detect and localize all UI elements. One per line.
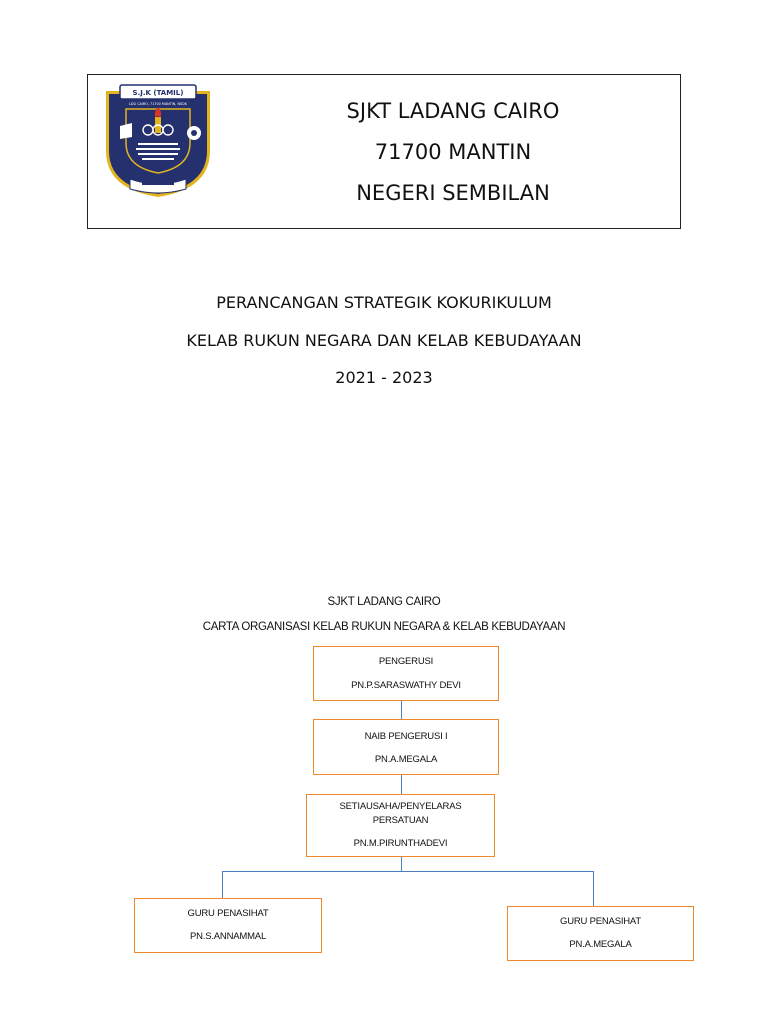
plan-title-line2: KELAB RUKUN NEGARA DAN KELAB KEBUDAYAAN	[186, 330, 582, 350]
advisor-right-role: GURU PENASIHAT	[560, 916, 641, 927]
org-box-chairman	[313, 646, 499, 701]
advisor-left-name: PN.S.ANNAMMAL	[189, 931, 267, 942]
secretary-role-line1: SETIAUSAHA/PENYELARAS	[339, 801, 462, 812]
plan-titles	[0, 284, 768, 397]
connector-chair-vice	[401, 700, 402, 720]
secretary-name: PN.M.PIRUNTHADEVI	[353, 838, 448, 849]
school-logo	[98, 81, 218, 199]
logo-banner-text: S.J.K (TAMIL)	[132, 89, 184, 97]
advisor-left-role: GURU PENASIHAT	[187, 908, 269, 919]
chairman-role: PENGERUSI	[378, 656, 434, 667]
school-address	[308, 91, 598, 214]
plan-title-line1: PERANCANGAN STRATEGIK KOKURIKULUM	[216, 293, 552, 312]
chairman-name: PN.P.SARASWATHY DEVI	[351, 680, 461, 691]
org-box-advisor-left	[134, 898, 322, 953]
vice-chairman-name: PN.A.MEGALA	[374, 754, 438, 765]
logo-caption: LDG CAIRO, 71700 MANTIN, NSDK	[128, 102, 188, 106]
plan-period: 2021 - 2023	[335, 368, 433, 387]
org-box-vice-chairman	[313, 719, 499, 775]
vice-chairman-role: NAIB PENGERUSI I	[364, 731, 448, 742]
header-box	[87, 74, 681, 229]
postcode-town: 71700 MANTIN	[374, 140, 532, 164]
connector-vice-secretary	[401, 774, 402, 795]
secretary-role-line2: PERSATUAN	[372, 815, 429, 826]
org-box-advisor-right	[507, 906, 694, 961]
connector-left-advisor	[222, 871, 223, 899]
org-chart-school-name: SJKT LADANG CAIRO	[327, 596, 441, 608]
connector-right-advisor	[593, 871, 594, 907]
org-box-secretary	[306, 794, 495, 857]
state-name: NEGERI SEMBILAN	[356, 181, 550, 205]
school-name: SJKT LADANG CAIRO	[346, 99, 560, 123]
advisor-right-name: PN.A.MEGALA	[569, 939, 632, 950]
connector-secretary-branch	[401, 856, 402, 872]
org-chart-title: CARTA ORGANISASI KELAB RUKUN NEGARA & KELAB KEBUDAYAAN	[202, 621, 566, 633]
connector-horizontal	[222, 871, 594, 872]
